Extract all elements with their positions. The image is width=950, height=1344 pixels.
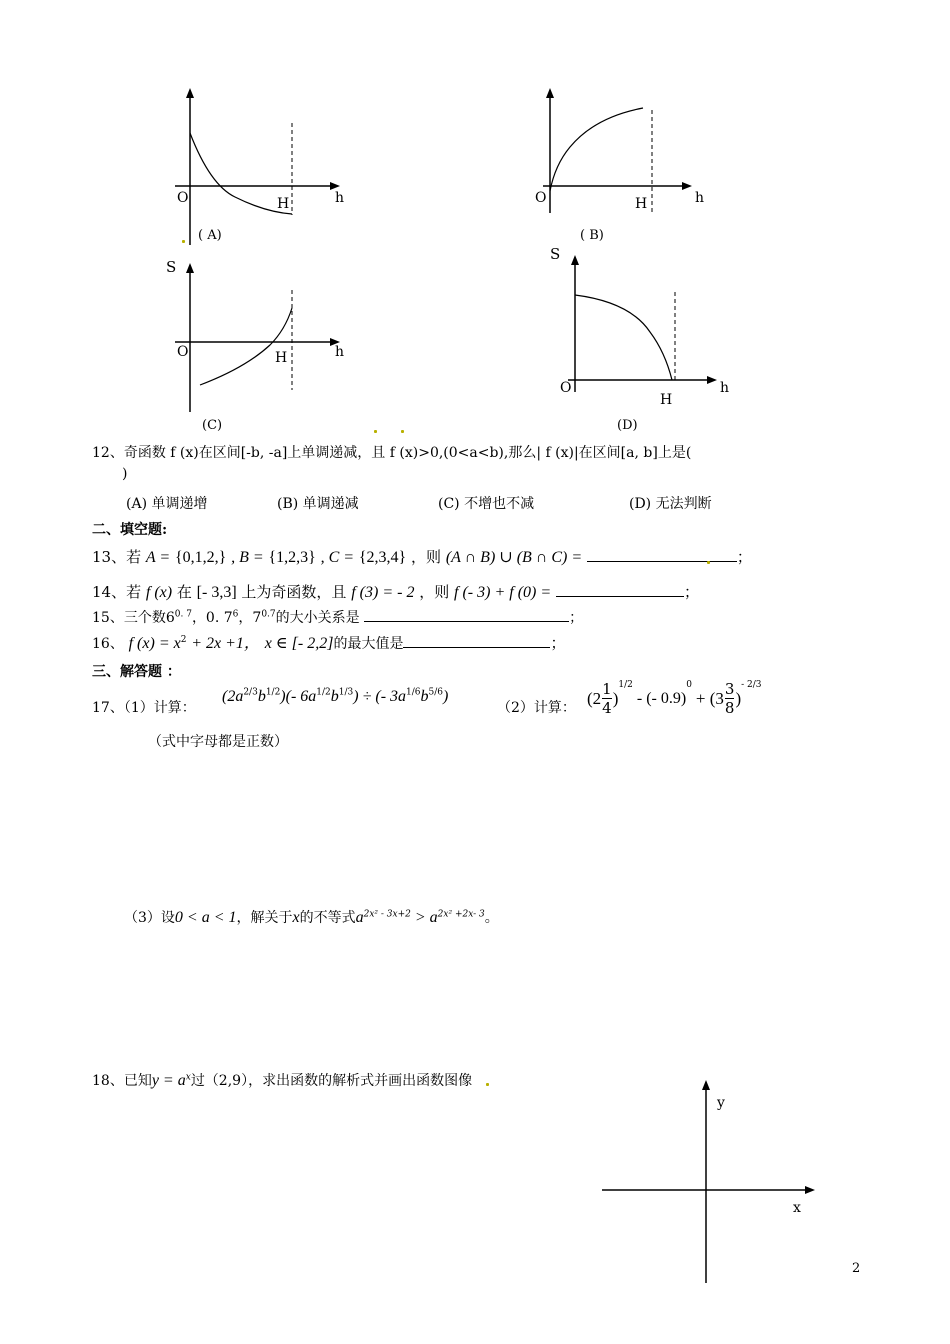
- q17-part3-lhs: a: [355, 909, 364, 926]
- q17-expr1: [222, 686, 448, 706]
- q12-text: 12、奇函数 f (x)在区间[-b, -a]上单调递减，且 f (x)>0,(0<a<b),那么| f (x)|在区间[a, b]上是(: [92, 445, 692, 461]
- q14: [92, 581, 699, 602]
- q15-c: ，7: [238, 610, 262, 626]
- q15: [92, 607, 583, 627]
- q13-c: , C =: [320, 549, 355, 566]
- q18-exp: x: [185, 1072, 191, 1083]
- q17-q2b-exp: 0: [686, 680, 692, 690]
- q18-prefix: 18、已知: [92, 1073, 152, 1089]
- q15-blank[interactable]: [364, 607, 569, 622]
- q17-q2a-den: 4: [602, 699, 612, 717]
- h-label: h: [335, 190, 345, 206]
- q13-end: ；: [736, 548, 752, 566]
- h-axis-arrow: [330, 182, 340, 190]
- q16-sq: 2: [180, 635, 187, 645]
- caption-d: (D): [617, 418, 638, 433]
- q15-mid: 的大小关系是: [275, 610, 360, 626]
- H-label: H: [275, 350, 288, 366]
- q16-blank[interactable]: [403, 633, 550, 648]
- stray-dot: [401, 430, 404, 433]
- curve-c: [200, 308, 292, 385]
- q17-note: （式中字母都是正数）: [148, 734, 288, 750]
- q15-prefix: 15、三个数: [92, 610, 166, 626]
- h-axis-arrow: [682, 182, 692, 190]
- q17-prefix: 17、（1）计算：: [92, 700, 196, 716]
- q17-q2c-num: 3: [724, 680, 735, 698]
- page-number: 2: [852, 1261, 861, 1276]
- q13-expr: (A ∩ B) ∪ (B ∩ C) =: [445, 549, 583, 566]
- q15-a-exp: 0. 7: [174, 609, 192, 620]
- q17-part3-x: x: [292, 909, 300, 926]
- q13-blank[interactable]: [587, 547, 737, 562]
- graph-a: [165, 85, 365, 245]
- q14-mid2: 上为奇函数，且: [241, 583, 347, 601]
- q12-option-a: (A) 单调递增: [126, 496, 208, 512]
- h-label: h: [695, 190, 705, 206]
- q17-e1: 2/3: [243, 687, 258, 698]
- q17-part3-end: 。: [484, 910, 499, 926]
- h-label: h: [720, 380, 730, 396]
- q14-f: f (x): [145, 584, 173, 601]
- caption-b: ( B): [580, 228, 604, 243]
- q17-frac-1: [602, 680, 612, 717]
- q16-x: x ∈ [- 2,2]: [264, 635, 334, 652]
- coordinate-axes: [595, 1078, 825, 1288]
- q17-part3: [124, 907, 499, 927]
- h-axis-arrow: [707, 376, 717, 384]
- q18-expr: y = a: [151, 1072, 186, 1089]
- q17-q2c: + (3: [695, 688, 724, 708]
- y-axis-arrow: [702, 1080, 710, 1090]
- q14-interval: [- 3,3]: [196, 584, 237, 601]
- q17-p2: )(- 6a: [280, 688, 317, 705]
- q13-b: , B =: [231, 549, 264, 566]
- q13: 13、若 A = {0,1,2,} , B = {1,2,3} , C = {2,3,4} ，则 (A ∩ B) ∪ (B ∩ C) = ；: [92, 548, 752, 566]
- graph-b: [525, 85, 725, 215]
- q15-c-exp: 0.7: [261, 609, 276, 620]
- q17-part3-lhs-exp: 2x² - 3x+2: [363, 909, 411, 920]
- q17-q2a-num: 1: [602, 680, 612, 698]
- q13-set-a: 0,1,2,: [182, 549, 219, 566]
- q16-mid: 的最大值是: [333, 636, 404, 652]
- q17-q2c-exp: - 2/3: [741, 680, 762, 690]
- q13-prefix: 13、若: [92, 548, 142, 566]
- q17-p4: ): [442, 688, 449, 705]
- q12-option-c: (C) 不增也不减: [438, 496, 535, 512]
- s-label-d: S: [550, 245, 561, 263]
- q17-part3-gt: > a: [410, 909, 438, 926]
- q17-frac-2: [725, 680, 735, 717]
- origin-label: O: [535, 190, 547, 206]
- q14-expr: f (- 3) + f (0) =: [454, 584, 552, 601]
- q13-mid: ，则: [411, 548, 442, 566]
- q17-b3: b: [420, 688, 429, 705]
- origin-label: O: [177, 344, 189, 360]
- y-axis-arrow: [571, 255, 579, 265]
- q17-e2: 1/2: [265, 687, 281, 698]
- q16-end: ；: [550, 634, 566, 652]
- y-axis-arrow: [186, 88, 194, 98]
- q17-part3-ineq: 0 < a < 1: [174, 909, 237, 926]
- caption-a: ( A): [198, 228, 222, 243]
- q17-expr2: (2 $\frac{1}{4}$ ) $^{1/2}$ - (- 0.9) $^0$ + (3 $\frac{3}{8}$ ) $^{- 2/3}$: [587, 680, 762, 717]
- origin-label: O: [560, 380, 572, 396]
- section-solve: 三、解答题 ：: [92, 664, 181, 680]
- H-label: H: [635, 196, 648, 212]
- q13-set-b: 1,2,3: [276, 549, 309, 566]
- x-label: x: [793, 1200, 801, 1216]
- x-axis-arrow: [805, 1186, 815, 1194]
- q17-part2: （2）计算：: [497, 700, 576, 716]
- stray-dot: [486, 1083, 489, 1086]
- q17-part3-rhs-exp: 2x² +2x- 3: [437, 909, 485, 920]
- stray-dot: [374, 430, 377, 433]
- q15-a: 6: [165, 610, 175, 626]
- q14-cond: f (3) = - 2: [351, 584, 415, 601]
- q12-cont: ): [122, 466, 128, 482]
- graph-d: [550, 252, 740, 412]
- q18-rest: 过（2,9），求出函数的解析式并画出函数图像: [190, 1073, 473, 1089]
- H-label: H: [277, 196, 290, 212]
- q14-blank[interactable]: [556, 582, 684, 597]
- origin-label: O: [177, 190, 189, 206]
- q17-e4: 1/3: [338, 687, 354, 698]
- q17-q2b: - (- 0.9): [636, 689, 687, 707]
- H-label: H: [660, 392, 673, 408]
- q17-part3-a: （3）设: [124, 910, 175, 926]
- s-label-c: S: [166, 258, 177, 276]
- curve-d: [575, 295, 672, 380]
- section-fill-blank: 二、填空题:: [92, 522, 168, 538]
- q17-e3: 1/2: [316, 687, 331, 698]
- q15-b-exp: 6: [232, 609, 239, 620]
- q17-p3: ) ÷ (- 3a: [353, 688, 407, 705]
- q16-rest: + 2x +1，: [191, 635, 260, 652]
- stray-dot: [707, 561, 710, 564]
- graph-c: [165, 260, 365, 420]
- q12-option-d: (D) 无法判断: [629, 496, 712, 512]
- q17-part3-c: 的不等式: [299, 910, 356, 926]
- q12-option-b: (B) 单调递减: [277, 496, 359, 512]
- q16: 16、 f $(x) = x^2 + 2x +1$， x ∈ [- 2,2]的最大值是 ；: [92, 634, 566, 652]
- q17-q2c-den: 8: [724, 699, 735, 717]
- y-label: y: [717, 1095, 725, 1111]
- q18: [92, 1070, 472, 1090]
- stray-dot: [182, 240, 185, 243]
- q17-part3-b: ，解关于: [236, 910, 293, 926]
- q17-b1: b: [257, 688, 266, 705]
- y-axis-arrow: [186, 263, 194, 273]
- q17-p1: (2a: [222, 688, 244, 705]
- q17-q2a: (2: [587, 688, 602, 708]
- q17-e5: 1/6: [406, 687, 421, 698]
- q17-b2: b: [330, 688, 339, 705]
- h-label: h: [335, 344, 345, 360]
- q17-q2a-exp: 1/2: [618, 680, 633, 690]
- q14-mid1: 在: [176, 583, 192, 601]
- q13-set-c: 2,3,4: [366, 549, 399, 566]
- q14-mid3: ，则: [419, 583, 450, 601]
- y-axis-arrow: [546, 88, 554, 98]
- q17-e6: 5/6: [428, 687, 443, 698]
- q16-f: f (x) = x: [128, 635, 181, 652]
- q15-b: ，0. 7: [191, 610, 233, 626]
- q13-a: A =: [145, 549, 171, 566]
- q14-prefix: 14、若: [92, 583, 142, 601]
- q14-end: ；: [683, 583, 699, 601]
- curve-b: [550, 108, 643, 191]
- caption-c: (C): [202, 418, 223, 433]
- q15-end: ；: [569, 610, 584, 626]
